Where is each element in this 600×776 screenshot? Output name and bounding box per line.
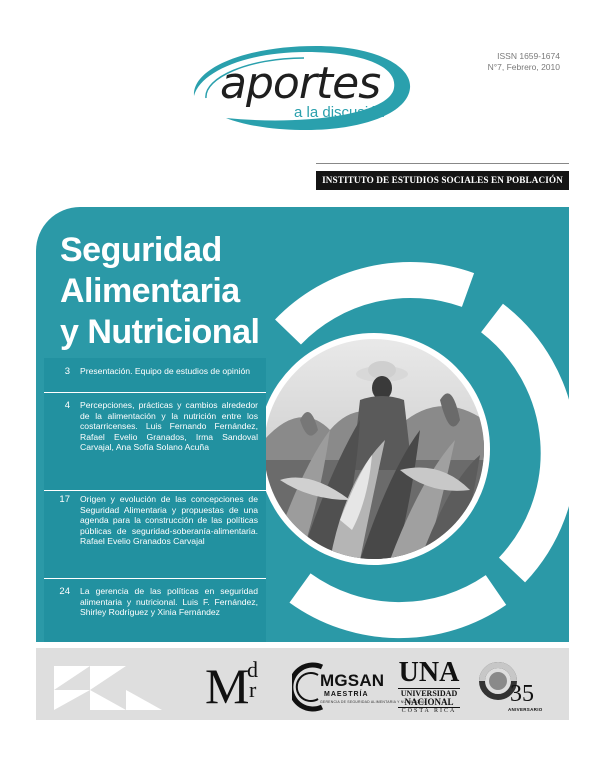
issue-date: N°7, Febrero, 2010: [487, 62, 560, 72]
mgsan-subtitle: MAESTRÍA: [324, 691, 369, 698]
toc-page-number: 24: [59, 586, 70, 597]
farmer-photo: [264, 339, 484, 560]
logo-wordmark: aportes: [220, 58, 381, 109]
mgsan-name: MGSAN: [320, 671, 385, 690]
una-line-3: COSTA RICA: [398, 707, 460, 715]
una-line-2: NACIONAL: [404, 697, 454, 707]
cover-title: [60, 230, 259, 353]
una-logo: [398, 655, 468, 717]
una-line-1: UNIVERSIDAD: [398, 688, 460, 698]
toc-entry-text: Presentación. Equipo de estudios de opinión: [80, 366, 251, 376]
institute-bar: INSTITUTO DE ESTUDIOS SOCIALES EN POBLACIÓN: [316, 171, 569, 190]
divider: [44, 578, 266, 579]
mdr-letter-d: d: [247, 657, 258, 682]
divider: [44, 490, 266, 491]
anniversary-label: ANIVERSARIO: [508, 707, 543, 712]
anniversary-number: 35: [510, 681, 534, 707]
logo-tagline: a la discusión: [294, 104, 385, 121]
title-line: y Nutricional: [60, 313, 260, 351]
toc-page-number: 17: [59, 494, 70, 505]
title-line: Seguridad: [60, 231, 222, 269]
triangle-pattern-icon: [50, 652, 190, 714]
title-line: Alimentaria: [60, 272, 240, 310]
una-wordmark: UNA: [398, 657, 460, 688]
toc-page-number: 3: [64, 366, 70, 377]
mgsan-logo: [290, 655, 427, 717]
mdr-letter-r: r: [249, 677, 257, 702]
divider: [44, 392, 266, 393]
issn-number: ISSN 1659-1674: [497, 51, 560, 61]
toc-entry-text: La gerencia de las políticas en seguridad alimentaria y nutricional. Luis F. Fernández, Shirley Rodríguez y Xinia Fernández: [80, 586, 258, 618]
anniversary-logo: [478, 655, 548, 717]
toc-entry-text: Origen y evolución de las concepciones de Seguridad Alimentaria y propuestas de una agenda para la construcción de las políticas públicas de seguridad-soberanía-alimentaria. Rafael Evelio Granados Carvajal: [80, 494, 258, 547]
table-of-contents: [44, 358, 266, 642]
toc-entry-text: Percepciones, prácticas y cambios alrededor de la alimentación y la nutrición entre los costarricenses. Luis Fernando Fernández, Rafael Evelio Granados, Irma Sandoval Carvajal, Ana Sofía Solano Acuña: [80, 400, 258, 453]
mgsan-subtitle-2: GERENCIA DE SEGURIDAD ALIMENTARIA Y NUTRICIONAL: [320, 700, 427, 704]
toc-page-number: 4: [64, 400, 70, 411]
mdr-letter-m: M: [205, 658, 250, 714]
mdr-logo: [203, 655, 273, 717]
